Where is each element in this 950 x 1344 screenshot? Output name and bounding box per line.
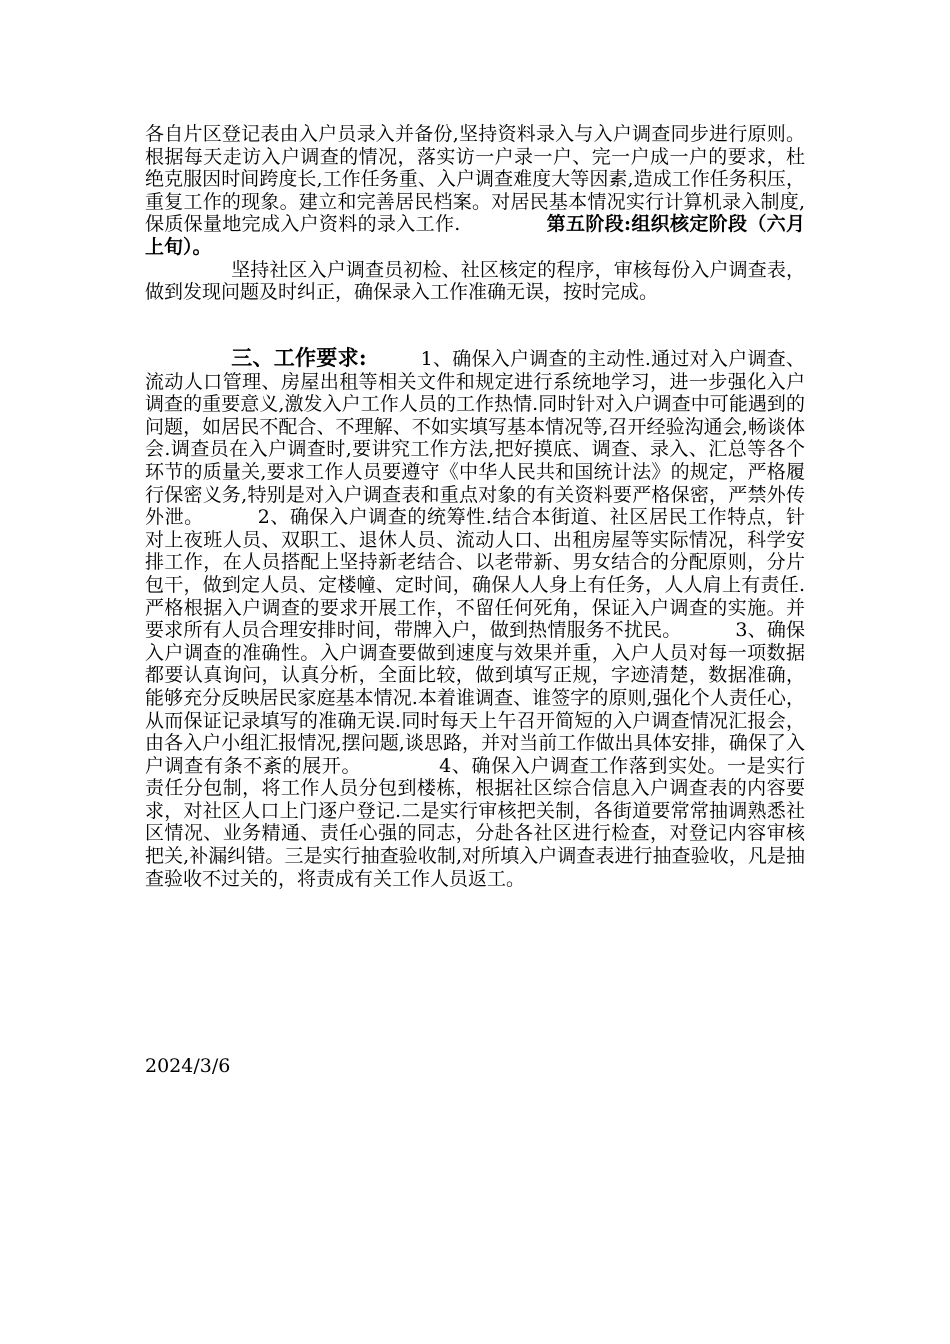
paragraph-data-entry: 各自片区登记表由入户员录入并备份,坚持资料录入与入户调查同步进行原则。根据每天走访入户调查的情况，落实访一户录一户、完一户成一户的要求，杜绝克服因时间跨度长,工作任务重、入户调查难度大等因素,造成工作任务积压，重复工作的现象。建立和完善居民档案。对居民基本情况实行计算机录入制度,保质保量地完成入户资料的录入工作.: [145, 123, 805, 236]
paragraph-verification: 坚持社区入户调查员初检、社区核定的程序，审核每份入户调查表，做到发现问题及时纠正，确保录入工作准确无误，按时完成。: [145, 258, 805, 304]
requirement-1-body: 通过对入户调查、流动人口管理、房屋出租等相关文件和规定进行系统地学习，进一步强化入户调查的重要意义,激发入户工作人员的工作热情.同时针对入户调查中可能遇到的问题，如居民不配合、不理解、不如实填写基本情况等,召开经验沟通会,畅谈体会.调查员在入户调查时,要讲究工作方法,把好摸底、调查、录入、汇总等各个环节的质量关,要求工作人员要遵守《中华人民共和国统计法》的规定，严格履行保密义务,特别是对入户调查表和重点对象的有关资料要严格保密，严禁外传外泄。: [145, 348, 805, 529]
requirement-3-body: 入户调查要做到速度与效果并重，入户人员对每一项数据都要认真询问，认真分析，全面比较，做到填写正规，字迹清楚，数据准确，能够充分反映居民家庭基本情况.本着谁调查、谁签字的原则,强化个人责任心，从而保证记录填写的准确无误.同时每天上午召开简短的入户调查情况汇报会，由各入户小组汇报情况,摆问题,谈思路，并对当前工作做出具体安排，确保了入户调查有条不紊的展开。: [145, 641, 805, 777]
section-three-heading: 三、工作要求:: [231, 345, 367, 370]
requirement-2-body: 结合本街道、社区居民工作特点，针对上夜班人员、双职工、退休人员、流动人口、出租房屋等实际情况，科学安排工作，在人员搭配上坚持新老结合、以老带新、男女结合的分配原则，分片包干，做到定人员、定楼幢、定时间，确保人人身上有任务，人人肩上有责任.严格根据入户调查的要求开展工作，不留任何死角，保证入户调查的实施。并要求所有人员合理安排时间，带牌入户，做到热情服务不扰民。: [145, 506, 805, 642]
paragraph-block-1: [145, 123, 805, 304]
requirement-3-title: 3、确保入户调查的准确性。: [145, 619, 805, 664]
document-date: 2024/3/6: [145, 1055, 231, 1077]
requirement-2-title: 2、确保入户调查的统筹性.: [257, 506, 492, 529]
paragraph-block-3: [145, 347, 805, 890]
requirement-4-title: 4、确保入户调查工作落到实处。: [439, 754, 728, 777]
stage-five-heading: 第五阶段:组织核定阶段（六月上旬）。: [145, 213, 805, 258]
requirement-1-title: 1、确保入户调查的主动性.: [420, 348, 651, 370]
requirement-4-body: 一是实行责任分包制，将工作人员分包到楼栋，根据社区综合信息入户调查表的内容要求，对社区人口上门逐户登记.二是实行审核把关制，各街道要常常抽调熟悉社区情况、业务精通、责任心强的同志，分赴各社区进行检查，对登记内容审核把关,补漏纠错。三是实行抽查验收制,对所填入户调查表进行抽查验收，凡是抽查验收不过关的，将责成有关工作人员返工。: [145, 754, 805, 890]
